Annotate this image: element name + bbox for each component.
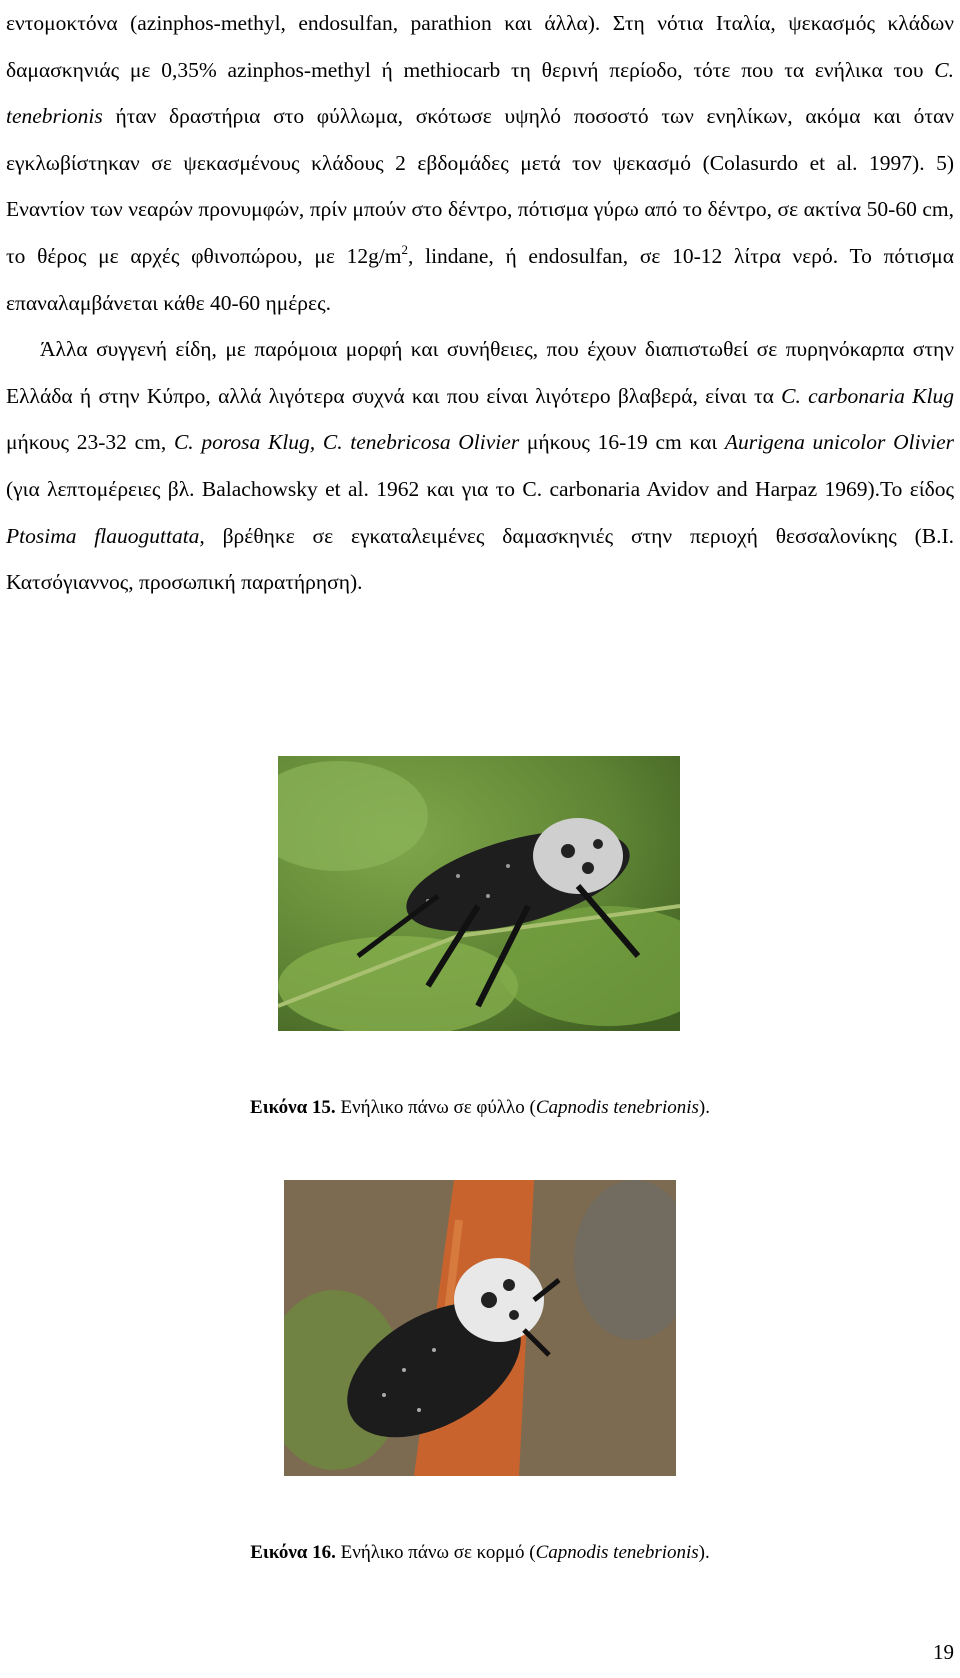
beetle-on-trunk-image bbox=[284, 1180, 676, 1476]
figure-16-photo bbox=[284, 1180, 676, 1476]
species-name: Ptosima flauoguttata, bbox=[6, 523, 205, 548]
species-name: Capnodis tenebrionis bbox=[535, 1542, 699, 1563]
figure-16-caption: Εικόνα 16. Ενήλικο πάνω σε κορμό (Capnodis tenebrionis). bbox=[250, 1542, 710, 1563]
species-name: C. porosa Klug, C. tenebricosa Olivier bbox=[173, 430, 520, 455]
superscript: 2 bbox=[401, 241, 409, 257]
species-name: C. carbonaria Klug bbox=[781, 383, 954, 408]
species-name: C. tenebrionis bbox=[6, 57, 954, 129]
species-name: Aurigena unicolor Olivier bbox=[724, 430, 954, 455]
figure-label: Εικόνα 16. bbox=[250, 1542, 336, 1563]
species-name: Capnodis tenebrionis bbox=[535, 1097, 699, 1118]
page-number: 19 bbox=[933, 1640, 954, 1664]
beetle-on-leaf-image bbox=[278, 756, 680, 1031]
paragraph-2: Άλλα συγγενή είδη, με παρόμοια μορφή και συνήθειες, που έχουν διαπιστωθεί σε πυρηνόκαρπα στην Ελλάδα ή στην Κύπρο, αλλά λιγότερα συχνά και που είναι λιγότερο βλαβερά, είναι τα C. carbonaria Klug μήκους 23-32 cm, C. porosa Klug, C. tenebricosa Olivier μήκους 16-19 cm και Aurigena unicolor Olivier (για λεπτομέρειες βλ. Balachowsky et al. 1962 και για το C. carbonaria Avidov and Harpaz 1969).Το είδος Ptosima flauoguttata, βρέθηκε σε εγκαταλειμένες δαμασκηνιές στην περιοχή θεσσαλονίκης (Β.Ι. Κατσόγιαννος, προσωπική παρατήρηση). bbox=[6, 337, 954, 595]
figure-15-photo bbox=[278, 756, 680, 1031]
figure-15-caption: Εικόνα 15. Ενήλικο πάνω σε φύλλο (Capnodis tenebrionis). bbox=[250, 1097, 710, 1118]
paragraph-1: εντομοκτόνα (azinphos-methyl, endosulfan, parathion και άλλα). Στη νότια Ιταλία, ψεκασμός κλάδων δαμασκηνιάς με 0,35% azinphos-methyl ή methiocarb τη θερινή περίοδο, τότε που τα ενήλικα του C. tenebrionis ήταν δραστήρια στο φύλλωμα, σκότωσε υψηλό ποσοστό των ενηλίκων, ακόμα και όταν εγκλωβίστηκαν σε ψεκασμένους κλάδους 2 εβδομάδες μετά τον ψεκασμό (Colasurdo et al. 1997). 5) Εναντίον των νεαρών προνυμφών, πρίν μπούν στο δέντρο, πότισμα γύρω από το δέντρο, σε ακτίνα 50-60 cm, το θέρος με αρχές φθινοπώρου, με $12g/m^2$, lindane, ή endosulfan, σε 10-12 λίτρα νερό. Το πότισμα επαναλαμβάνεται κάθε 40-60 ημέρες. bbox=[6, 11, 954, 315]
body-text bbox=[6, 0, 954, 606]
figure-label: Εικόνα 15. bbox=[250, 1097, 336, 1118]
